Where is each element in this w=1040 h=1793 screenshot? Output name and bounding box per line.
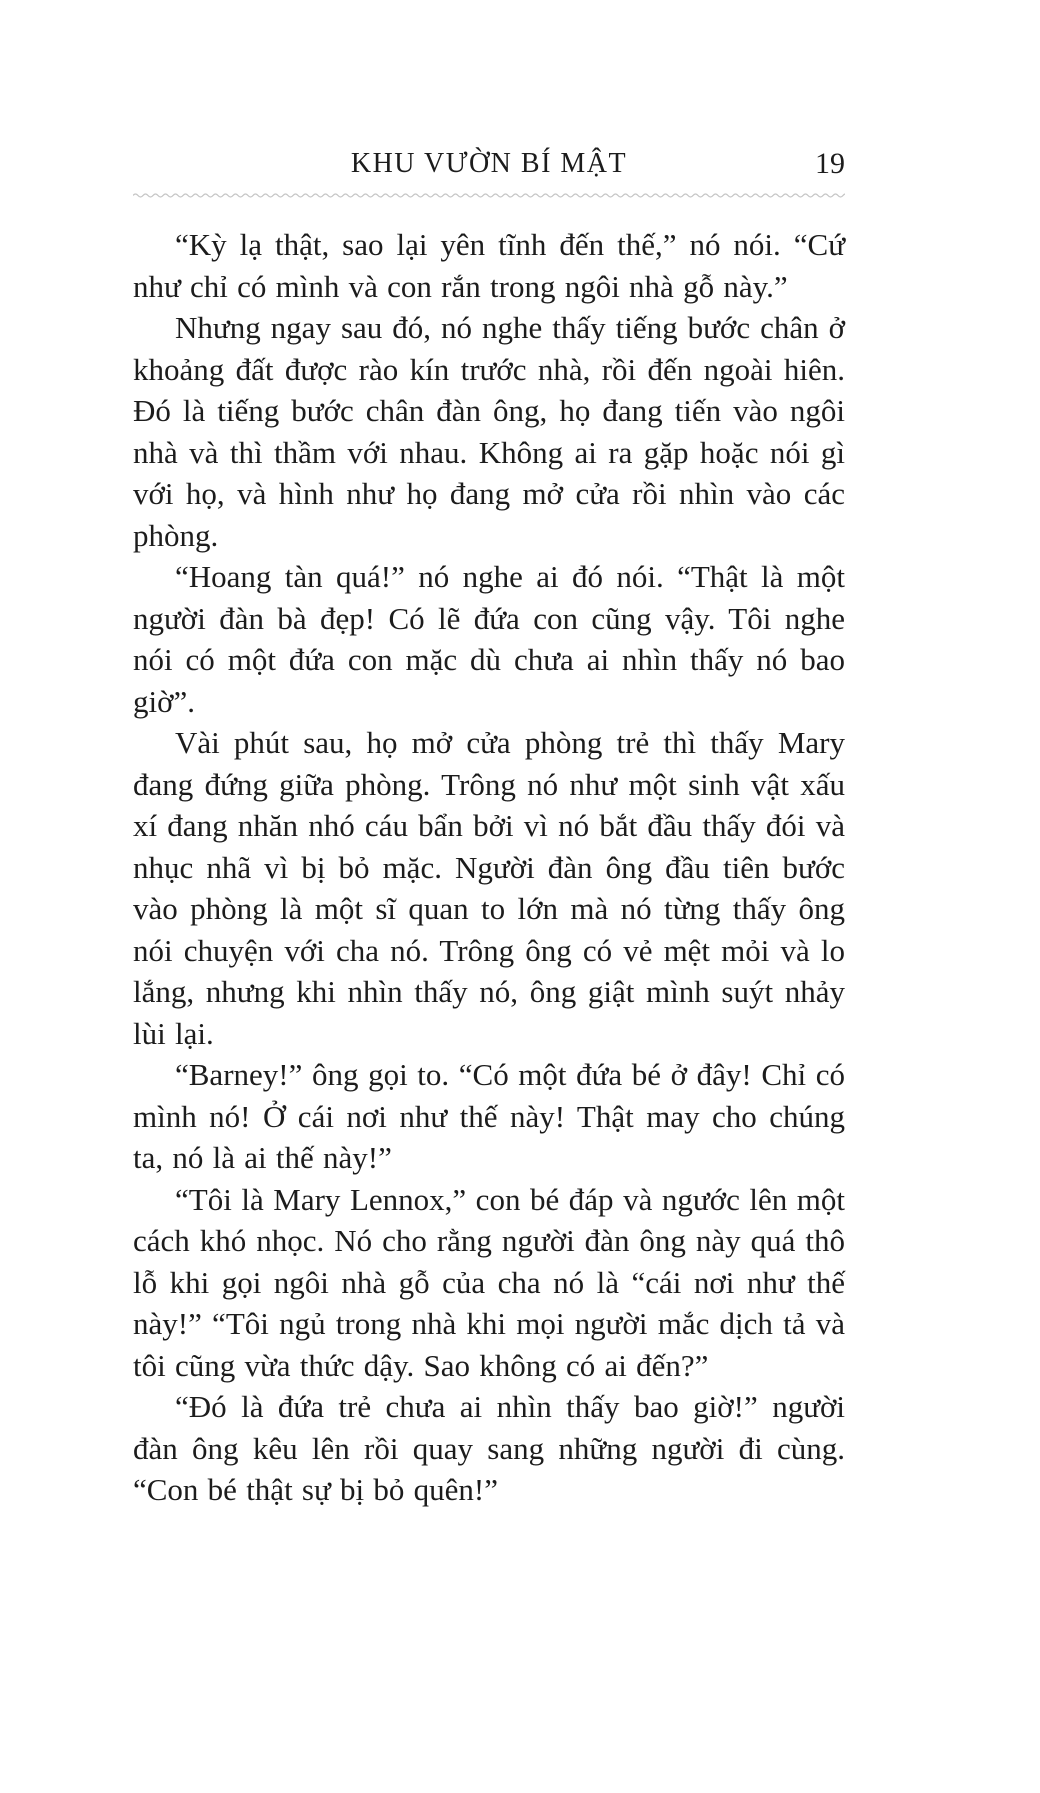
book-page: [0, 146, 1040, 1793]
page-header: [133, 146, 845, 182]
paragraph: Nhưng ngay sau đó, nó nghe thấy tiếng bước chân ở khoảng đất được rào kín trước nhà, rồi đến ngoài hiên. Đó là tiếng bước chân đàn ông, họ đang tiến vào ngôi nhà và thì thầm với nhau. Không ai ra gặp hoặc nói gì với họ, và hình như họ đang mở cửa rồi nhìn vào các phòng.: [133, 310, 845, 553]
paragraph: “Hoang tàn quá!” nó nghe ai đó nói. “Thật là một người đàn bà đẹp! Có lẽ đứa con cũng vậy. Tôi nghe nói có một đứa con mặc dù chưa ai nhìn thấy nó bao giờ”.: [133, 559, 845, 719]
paragraph: “Barney!” ông gọi to. “Có một đứa bé ở đây! Chỉ có mình nó! Ở cái nơi như thế này! Thật may cho chúng ta, nó là ai thế này!”: [133, 1057, 845, 1175]
page-number: 19: [815, 147, 845, 180]
running-title: KHU VƯỜN BÍ MẬT: [350, 148, 628, 179]
paragraph: “Tôi là Mary Lennox,” con bé đáp và ngước lên một cách khó nhọc. Nó cho rằng người đàn ông này quá thô lỗ khi gọi ngôi nhà gỗ của cha nó là “cái nơi như thế này!” “Tôi ngủ trong nhà khi mọi người mắc dịch tả và tôi cũng vừa thức dậy. Sao không có ai đến?”: [133, 1181, 845, 1383]
content-column: [133, 146, 845, 1511]
page-body: [133, 224, 845, 1511]
wavy-divider: [133, 191, 845, 199]
paragraph: “Kỳ lạ thật, sao lại yên tĩnh đến thế,” nó nói. “Cứ như chỉ có mình và con rắn trong ngôi nhà gỗ này.”: [133, 227, 845, 304]
paragraph: Vài phút sau, họ mở cửa phòng trẻ thì thấy Mary đang đứng giữa phòng. Trông nó như một sinh vật xấu xí đang nhăn nhó cáu bẩn bởi vì nó bắt đầu thấy đói và nhục nhã vì bị bỏ mặc. Người đàn ông đầu tiên bước vào phòng là một sĩ quan to lớn mà nó từng thấy ông nói chuyện với cha nó. Trông ông có vẻ mệt mỏi và lo lắng, nhưng khi nhìn thấy nó, ông giật mình suýt nhảy lùi lại.: [133, 725, 845, 1051]
paragraph: “Đó là đứa trẻ chưa ai nhìn thấy bao giờ!” người đàn ông kêu lên rồi quay sang những người đi cùng. “Con bé thật sự bị bỏ quên!”: [133, 1389, 845, 1507]
